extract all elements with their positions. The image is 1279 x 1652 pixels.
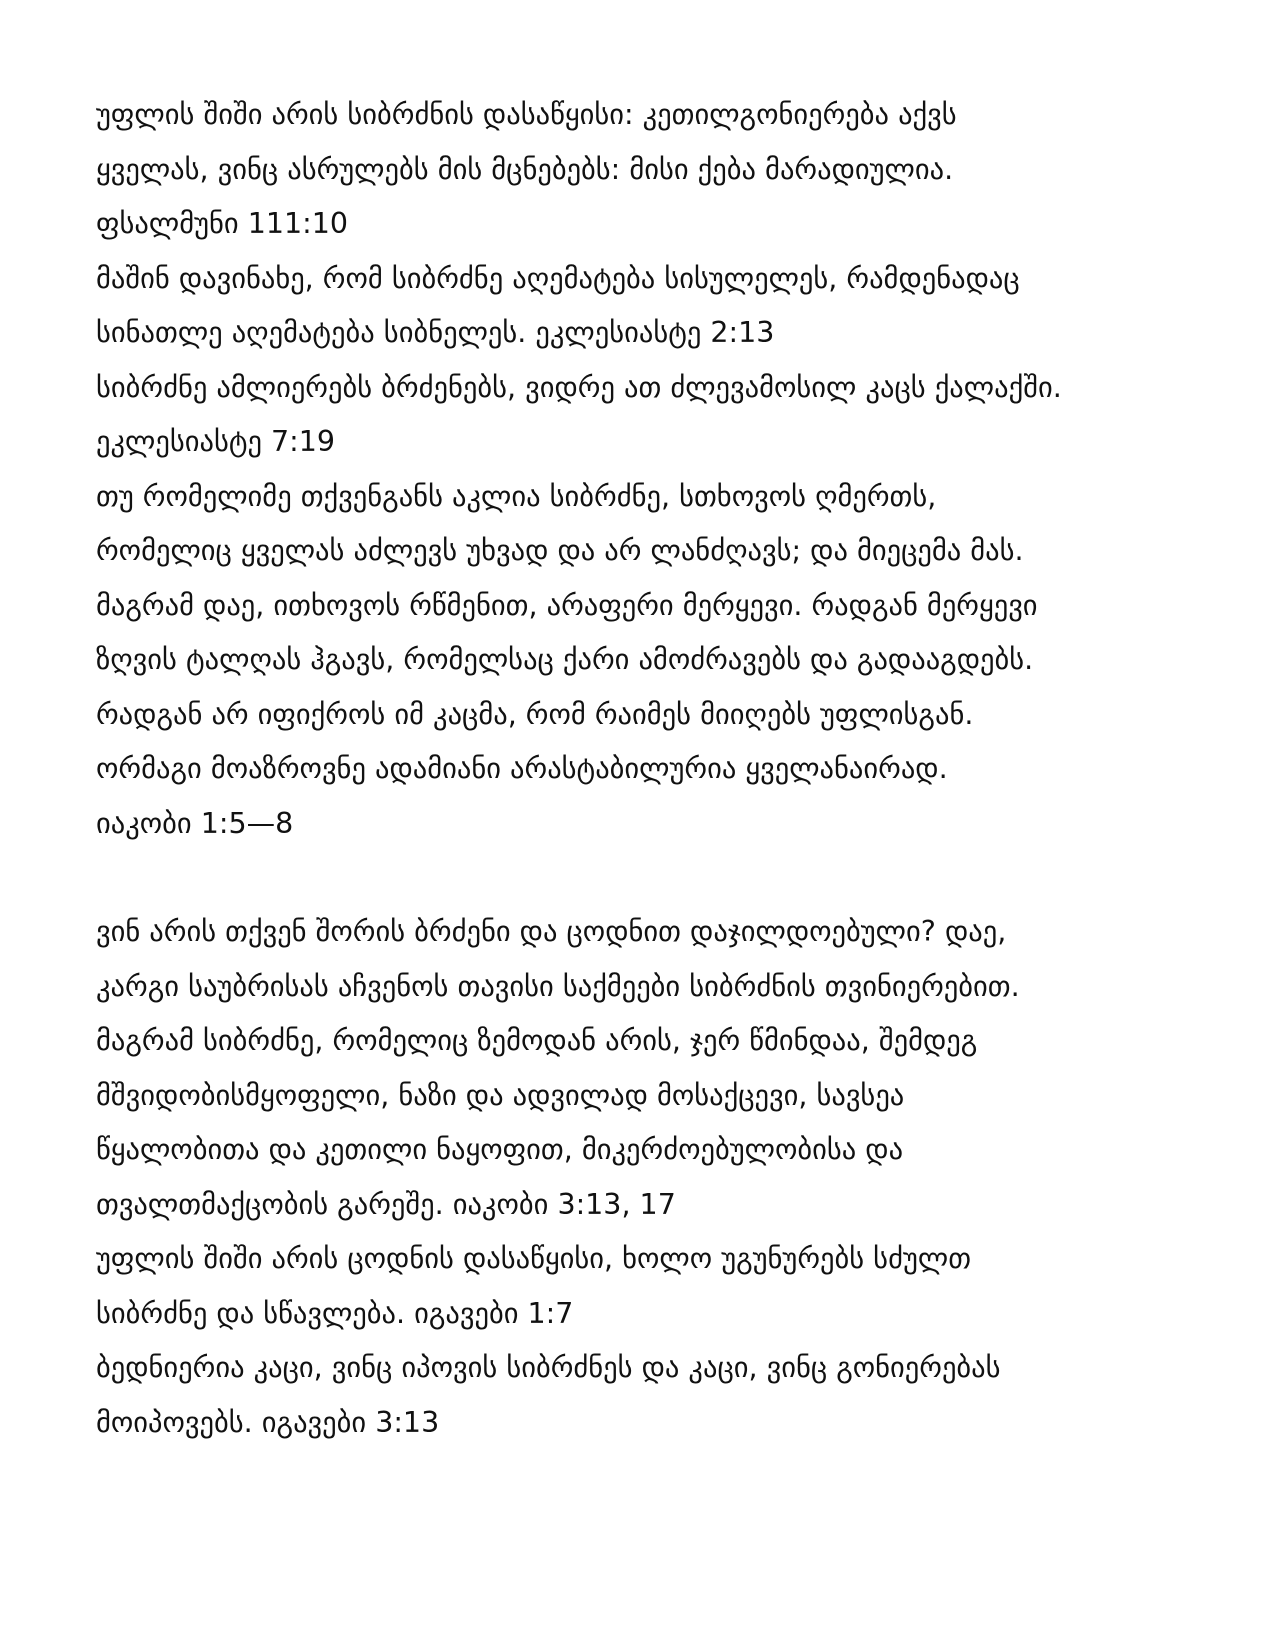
- text-line: სიბრძნე და სწავლება. იგავები 1:7: [96, 1296, 574, 1330]
- text-line: იაკობი 1:5—8: [96, 806, 294, 840]
- text-line: მაგრამ სიბრძნე, რომელიც ზემოდან არის, ჯერ წმინდაა, შემდეგ: [96, 1024, 978, 1057]
- text-line: თუ რომელიმე თქვენგანს აკლია სიბრძნე, სთხოვოს ღმერთს,: [96, 479, 937, 513]
- text-block-1: [96, 88, 1226, 851]
- text-line: ვინ არის თქვენ შორის ბრძენი და ცოდნით დაჯილდოებული? დაე,: [96, 915, 1007, 948]
- text-line: ყველას, ვინც ასრულებს მის მცნებებს: მისი ქება მარადიულია.: [96, 152, 954, 186]
- text-line: რადგან არ იფიქროს იმ კაცმა, რომ რაიმეს მიიღებს უფლისგან.: [96, 697, 974, 731]
- text-line: მაგრამ დაე, ითხოვოს რწმენით, არაფერი მერყევი. რადგან მერყევი: [96, 588, 1038, 622]
- text-line: ზღვის ტალღას ჰგავს, რომელსაც ქარი ამოძრავებს და გადააგდებს.: [96, 643, 1034, 676]
- text-line: ბედნიერია კაცი, ვინც იპოვის სიბრძნეს და კაცი, ვინც გონიერებას: [96, 1351, 1001, 1384]
- text-line: მოიპოვებს. იგავები 3:13: [96, 1405, 440, 1439]
- text-line: წყალობითა და კეთილი ნაყოფით, მიკერძოებულობისა და: [96, 1133, 904, 1166]
- text-line: სიბრძნე ამლიერებს ბრძენებს, ვიდრე ათ ძლევამოსილ კაცს ქალაქში.: [96, 370, 1062, 404]
- text-line: სინათლე აღემატება სიბნელეს. ეკლესიასტე 2:13: [96, 316, 775, 349]
- document-page: [96, 88, 1226, 1450]
- text-line: ფსალმუნი 111:10: [96, 207, 348, 240]
- text-line: მშვიდობისმყოფელი, ნაზი და ადვილად მოსაქცევი, სავსეა: [96, 1078, 905, 1112]
- text-line: ეკლესიასტე 7:19: [96, 425, 336, 458]
- text-line: თვალთმაქცობის გარეშე. იაკობი 3:13, 17: [96, 1187, 676, 1221]
- paragraph-gap: [96, 851, 1226, 905]
- text-line: რომელიც ყველას აძლევს უხვად და არ ლანძღავს; და მიეცემა მას.: [96, 534, 1024, 567]
- text-line: მაშინ დავინახე, რომ სიბრძნე აღემატება სისულელეს, რამდენადაც: [96, 261, 1020, 295]
- text-block-2: [96, 905, 1226, 1450]
- text-line: კარგი საუბრისას აჩვენოს თავისი საქმეები სიბრძნის თვინიერებით.: [96, 969, 1020, 1003]
- text-line: უფლის შიში არის ცოდნის დასაწყისი, ხოლო უგუნურებს სძულთ: [96, 1242, 972, 1275]
- text-line: ორმაგი მოაზროვნე ადამიანი არასტაბილურია ყველანაირად.: [96, 752, 948, 785]
- text-line: უფლის შიში არის სიბრძნის დასაწყისი: კეთილგონიერება აქვს: [96, 98, 957, 131]
